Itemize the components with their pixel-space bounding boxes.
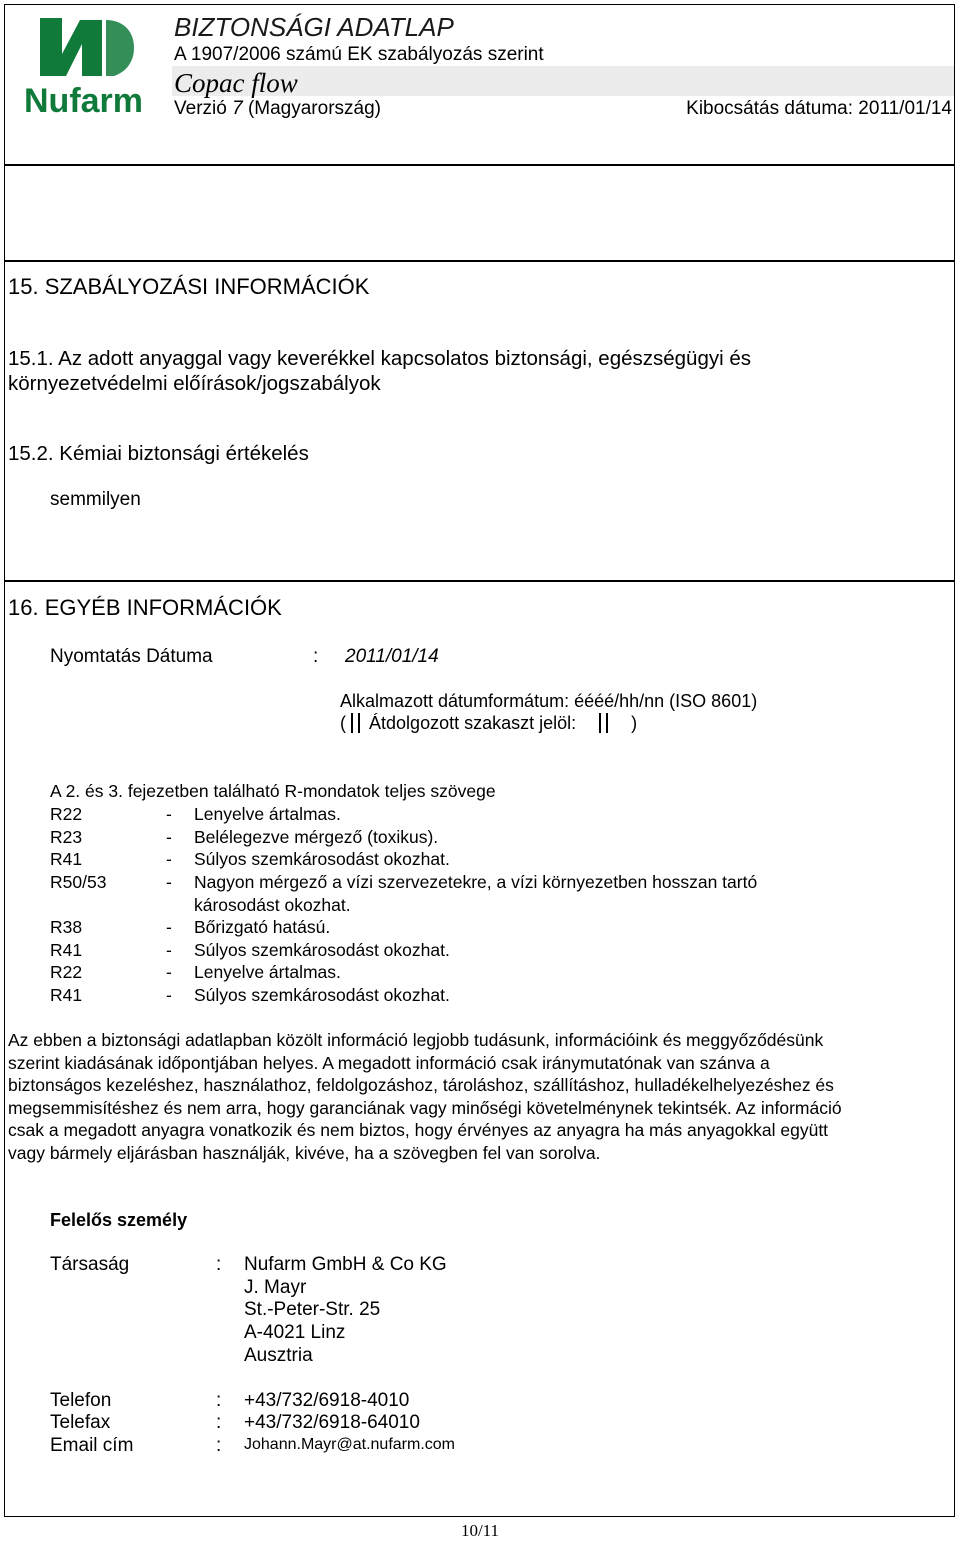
section-15-1-heading-line1: 15.1. Az adott anyaggal vagy keverékkel kapcsolatos biztonsági, egészségügyi és [8, 347, 752, 370]
r-phrase-code: R22 [50, 962, 83, 982]
email-colon: : [216, 1435, 222, 1456]
r-phrase-dash: - [166, 985, 172, 1005]
disclaimer-line: megsemmisítéshez és nem arra, hogy garanciának vagy minőségi követelménynek tekintsék. Az információ [8, 1097, 842, 1118]
fax-value: +43/732/6918-64010 [244, 1412, 420, 1433]
version-number: 7 [232, 98, 243, 119]
disclaimer-line: Az ebben a biztonsági adatlapban közölt információ legjobb tudásunk, információink és meggyőződésünk [8, 1030, 824, 1050]
revision-bar-icon [351, 713, 360, 733]
section-15-2-heading: 15.2. Kémiai biztonsági értékelés [8, 442, 309, 465]
r-phrases-heading: A 2. és 3. fejezetben található R-mondatok teljes szövege [50, 781, 496, 801]
fax-colon: : [216, 1412, 222, 1433]
r-phrase-code: R50/53 [50, 872, 107, 892]
phone-value: +43/732/6918-4010 [244, 1390, 410, 1411]
disclaimer-line: vagy bármely eljárásban használják, kivéve, ha a szövegben fel van sorolva. [8, 1142, 601, 1163]
responsible-heading: Felelős személy [50, 1210, 188, 1230]
print-date-label: Nyomtatás Dátuma [50, 646, 213, 667]
fax-label: Telefax [50, 1412, 111, 1433]
section-15-2-value: semmilyen [50, 489, 141, 510]
revision-bar-icon [599, 713, 608, 733]
disclaimer-line: csak a megadott anyagra vonatkozik és nem biztos, hogy érvényes az anyagra ha más anyagokkal együtt [8, 1120, 829, 1141]
r-phrase-code: R41 [50, 940, 83, 960]
company-line: A-4021 Linz [244, 1322, 346, 1343]
r-phrase-dash: - [166, 849, 172, 869]
nufarm-logo-icon [22, 14, 152, 120]
company-line: St.-Peter-Str. 25 [244, 1299, 381, 1320]
section-15-heading: 15. SZABÁLYOZÁSI INFORMÁCIÓK [8, 274, 370, 299]
svg-text:Nufarm: Nufarm [24, 82, 144, 120]
r-phrase-text: Lenyelve ártalmas. [194, 804, 341, 824]
r-phrase-text: Belélegezve mérgező (toxikus). [194, 827, 439, 847]
regulation-text: A 1907/2006 számú EK szabályozás szerint [174, 44, 544, 65]
version-info [174, 98, 381, 120]
r-phrase-dash: - [166, 872, 172, 892]
email-label: Email cím [50, 1435, 134, 1456]
phone-label: Telefon [50, 1390, 112, 1411]
section-divider [4, 260, 955, 262]
r-phrase-dash: - [166, 962, 172, 982]
r-phrase-dash: - [166, 827, 172, 847]
r-phrase-text: Súlyos szemkárosodást okozhat. [194, 940, 450, 960]
page-number: 10/11 [460, 1521, 500, 1540]
company-line: Ausztria [244, 1345, 313, 1366]
section-16-heading: 16. EGYÉB INFORMÁCIÓK [8, 595, 282, 620]
r-phrase-code: R41 [50, 985, 83, 1005]
issue-date: Kibocsátás dátuma: 2011/01/14 [686, 98, 952, 119]
r-phrase-text: Nagyon mérgező a vízi szervezetekre, a vízi környezetben hosszan tartó [194, 872, 758, 892]
email-link[interactable]: Johann.Mayr@at.nufarm.com [244, 1436, 455, 1453]
r-phrase-text: Súlyos szemkárosodást okozhat. [194, 985, 450, 1005]
revised-note: ( Átdolgozott szakaszt jelöl: ) [340, 713, 638, 733]
section-divider [4, 580, 955, 582]
r-phrase-dash: - [166, 917, 172, 937]
r-phrase-text: Bőrizgató hatású. [194, 917, 331, 937]
company-line: Nufarm GmbH & Co KG [244, 1254, 447, 1275]
page-frame [4, 4, 955, 1517]
disclaimer-line: szerint kiadásának időpontjában helyes. A megadott információ csak iránymutatónak van szánva a [8, 1052, 770, 1073]
disclaimer-line: biztonságos kezeléshez, használathoz, feldolgozáshoz, tároláshoz, szállításhoz, hulladékelhelyezéshez és [8, 1075, 834, 1096]
section-15-1-heading-line2: környezetvédelmi előírások/jogszabályok [8, 372, 381, 395]
r-phrase-code: R22 [50, 804, 83, 824]
product-name: Copac flow [174, 68, 298, 98]
disclaimer-paragraph [8, 1029, 948, 1165]
phone-colon: : [216, 1390, 222, 1411]
version-label: Verzió [174, 98, 227, 119]
company-line: J. Mayr [244, 1277, 307, 1298]
r-phrase-code: R41 [50, 849, 83, 869]
r-phrase-dash: - [166, 940, 172, 960]
r-phrase-code: R23 [50, 827, 83, 847]
document-title: BIZTONSÁGI ADATLAP [174, 12, 454, 42]
print-date-value: 2011/01/14 [345, 646, 439, 667]
print-date-colon: : [313, 646, 319, 667]
r-phrase-code: R38 [50, 917, 83, 937]
version-country: (Magyarország) [247, 98, 381, 119]
company-label: Társaság [50, 1254, 130, 1275]
date-format-note: Alkalmazott dátumformátum: éééé/hh/nn (ISO 8601) [340, 691, 758, 711]
r-phrase-text: Lenyelve ártalmas. [194, 962, 341, 982]
r-phrase-dash: - [166, 804, 172, 824]
header-divider [4, 164, 955, 166]
company-colon: : [216, 1254, 222, 1275]
r-phrase-text: Súlyos szemkárosodást okozhat. [194, 849, 450, 869]
r-phrase-text-continued: károsodást okozhat. [194, 895, 351, 915]
